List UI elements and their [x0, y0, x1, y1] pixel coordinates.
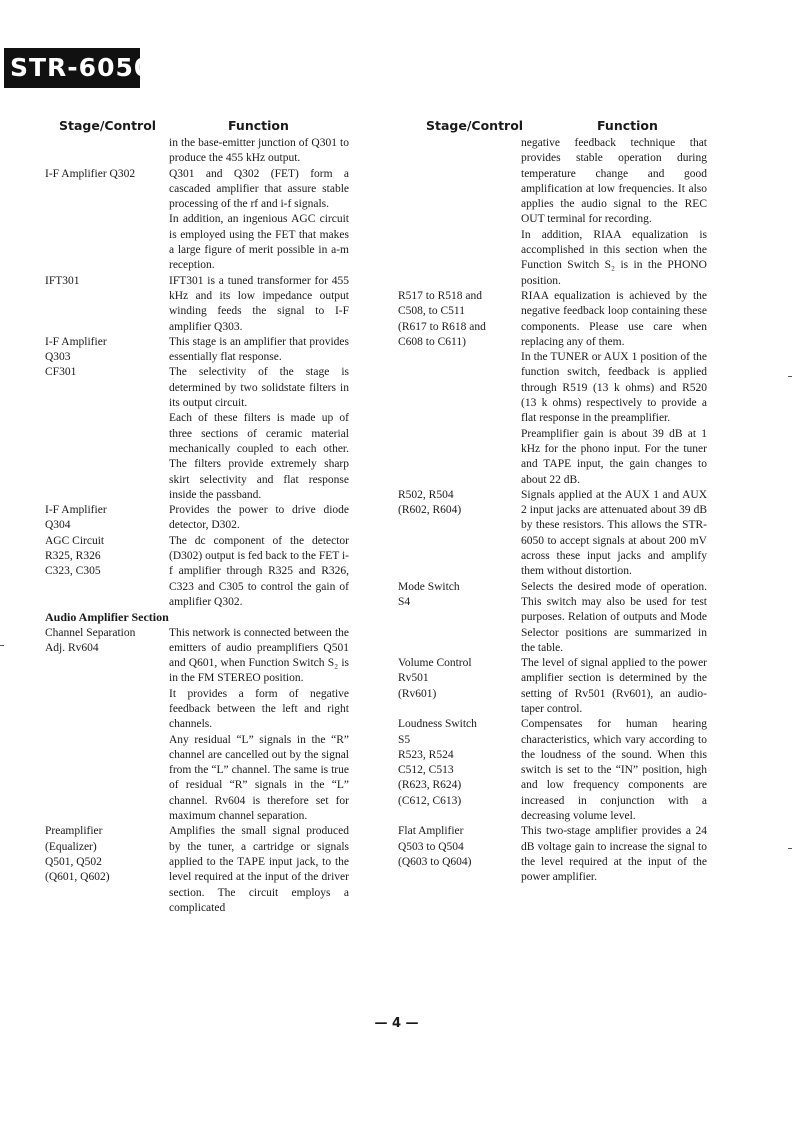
table-row [398, 717, 707, 824]
stage-control-cell [45, 534, 169, 610]
model-logo: STR-6050 [4, 48, 140, 88]
function-paragraph: This two-stage amplifier provides a 24 dB voltage gain to increase the signal to the level required at the input of the power amplifier. [521, 825, 707, 884]
right-stage-header: Stage/Control [426, 118, 524, 133]
table-row [45, 167, 349, 274]
function-cell [521, 488, 707, 580]
left-function-header: Function [228, 118, 289, 133]
stage-control-cell [45, 503, 169, 534]
stage-label: Q501, Q502 [45, 855, 102, 868]
stage-label: (R602, R604) [398, 504, 462, 517]
function-cell [521, 717, 707, 824]
function-paragraph: Amplifies the small signal produced by the tuner, a cartridge or signals applied to the TAPE input jack, to the level required at the input of the driver section. The circuit employs a complicated [169, 825, 349, 914]
stage-label: Adj. Rv604 [45, 641, 99, 654]
function-cell [169, 274, 349, 335]
stage-control-cell [398, 656, 521, 717]
stage-control-cell [398, 289, 521, 488]
right-function-header: Function [597, 118, 658, 133]
function-cell [169, 534, 349, 610]
stage-control-cell [398, 580, 521, 656]
margin-mark [788, 376, 792, 377]
stage-control-cell [398, 488, 521, 580]
stage-label: Q303 [45, 351, 71, 364]
stage-control-cell [398, 824, 521, 885]
stage-label: Loudness Switch [398, 718, 477, 731]
function-cell [169, 167, 349, 274]
stage-label: I-F Amplifier Q302 [45, 167, 136, 180]
stage-label: C508, to C511 [398, 305, 465, 318]
table-row [45, 626, 349, 825]
stage-label: I-F Amplifier [45, 335, 107, 348]
function-paragraph: Each of these filters is made up of three sections of ceramic material mechanically coupled to each other. The filters provide extremely sharp skirt selectivity and flat response inside the passband. [169, 412, 349, 501]
function-paragraph: The dc component of the detector (D302) output is fed back to the FET i-f amplifier through R325 and R326, C323 and C305 to control the gain of amplifier Q302. [169, 534, 349, 608]
function-paragraph: negative feedback technique that provides stable operation during temperature change and good amplification at low frequencies. It also applies the audio signal to the REC OUT terminal for recording. [521, 137, 707, 226]
stage-label: AGC Circuit [45, 534, 105, 547]
page-number: — 4 — [374, 1016, 419, 1031]
stage-label: (Q603 to Q604) [398, 855, 472, 868]
function-cell [169, 824, 349, 916]
function-cell [521, 289, 707, 488]
stage-label: CF301 [45, 366, 77, 379]
stage-label: (R617 to R618 and [398, 320, 486, 333]
stage-label: R523, R524 [398, 748, 454, 761]
function-cell [521, 580, 707, 656]
function-paragraph: in the base-emitter junction of Q301 to produce the 455 kHz output. [169, 137, 349, 165]
table-row [398, 656, 707, 717]
stage-control-cell [45, 136, 169, 167]
function-cell [521, 136, 707, 289]
stage-label: I-F Amplifier [45, 504, 107, 517]
function-paragraph: The level of signal applied to the power amplifier section is determined by the setting of Rv501 (Rv601), an audio-taper control. [521, 657, 707, 715]
function-cell [521, 824, 707, 885]
stage-label: Rv501 [398, 672, 429, 685]
section-heading: Audio Amplifier Section [45, 610, 169, 625]
table-row [398, 136, 707, 289]
function-paragraph: IFT301 is a tuned transformer for 455 kHz and its low impedance output winding feeds the signal to I-F amplifier Q303. [169, 274, 349, 333]
function-cell [169, 503, 349, 534]
stage-control-cell [45, 824, 169, 916]
stage-label: R517 to R518 and [398, 289, 483, 302]
stage-label: R502, R504 [398, 488, 454, 501]
stage-label: (Equalizer) [45, 840, 97, 853]
stage-control-cell [398, 717, 521, 824]
stage-label: (Q601, Q602) [45, 871, 110, 884]
function-paragraph: RIAA equalization is achieved by the negative feedback loop containing these components. Please use care when replacing any of them. [521, 289, 707, 348]
stage-label: C608 to C611) [398, 335, 466, 348]
stage-control-cell [45, 365, 169, 503]
stage-label: Channel Separation [45, 626, 136, 639]
function-paragraph: Preamplifier gain is about 39 dB at 1 kHz for the phono input. For the tuner and TAPE input, the gain changes to about 22 dB. [521, 427, 707, 486]
stage-label: C323, C305 [45, 565, 101, 578]
stage-control-cell [45, 274, 169, 335]
stage-control-cell [45, 335, 169, 366]
table-row [45, 136, 349, 167]
table-row [45, 274, 349, 335]
table-row [398, 488, 707, 580]
table-row [398, 824, 707, 885]
stage-label: Q304 [45, 519, 71, 532]
stage-label: IFT301 [45, 274, 80, 287]
function-paragraph: The selectivity of the stage is determined by two solidstate filters in its output circuit. [169, 366, 349, 410]
function-cell [169, 335, 349, 366]
stage-label: C512, C513 [398, 764, 454, 777]
stage-label: S5 [398, 733, 411, 746]
stage-label: (R623, R624) [398, 779, 462, 792]
function-cell [169, 136, 349, 167]
function-paragraph: In addition, RIAA equalization is accomplished in this section when the Function Switch S₂ is in the PHONO position. [521, 228, 707, 287]
table-row [45, 503, 349, 534]
stage-label: (Rv601) [398, 687, 437, 700]
stage-control-cell [45, 167, 169, 274]
table-row [45, 534, 349, 610]
function-paragraph: This stage is an amplifier that provides essentially flat response. [169, 335, 349, 364]
margin-mark [0, 645, 4, 646]
stage-label: Volume Control [398, 657, 472, 670]
stage-control-cell [45, 626, 169, 825]
stage-label: S4 [398, 595, 411, 608]
table-row [45, 335, 349, 366]
function-paragraph: Any residual “L” signals in the “R” channel are cancelled out by the signal from the “L” channel. The same is true of residual “R” signals in the “L” channel. Rv604 is therefore set for maximum channel separation. [169, 733, 349, 823]
function-paragraph: Compensates for human hearing characteristics, which vary according to the loudness of the sound. When this switch is set to the “IN” position, high and low frequency components are increased in conjunction with a decreasing volume level. [521, 718, 707, 823]
function-paragraph: Selects the desired mode of operation. This switch may also be used for test purposes. Relation of outputs and Mode Selector positions are summarized in the table. [521, 580, 707, 654]
function-paragraph: Signals applied at the AUX 1 and AUX 2 input jacks are attenuated about 39 dB by these resistors. This allows the STR-6050 to accept signals at about 200 mV across these input jacks and amplify them without distortion. [521, 488, 707, 578]
stage-label: Flat Amplifier [398, 825, 464, 838]
stage-control-cell [398, 136, 521, 289]
function-cell [521, 656, 707, 717]
stage-label: Mode Switch [398, 580, 460, 593]
function-cell [169, 365, 349, 503]
table-row [398, 580, 707, 656]
function-paragraph: Provides the power to drive diode detector, D302. [169, 504, 349, 532]
table-row [45, 365, 349, 503]
function-paragraph: In the TUNER or AUX 1 position of the function switch, feedback is applied through R519 (13 k ohms) and R520 (13 k ohms) respectively to provide a flat response in the preamplifier. [521, 351, 707, 425]
function-paragraph: It provides a form of negative feedback between the left and right channels. [169, 687, 349, 731]
function-paragraph: Q301 and Q302 (FET) form a cascaded amplifier that assure stable processing of the rf and i-f signals. [169, 167, 349, 211]
table-row [398, 289, 707, 488]
function-paragraph: In addition, an ingenious AGC circuit is employed using the FET that makes a large figure of merit possible in a-m reception. [169, 213, 349, 272]
stage-label: (C612, C613) [398, 794, 462, 807]
function-paragraph: This network is connected between the emitters of audio preamplifiers Q501 and Q601, when Function Switch S₂ is in the FM STEREO position. [169, 626, 349, 685]
left-stage-header: Stage/Control [59, 118, 157, 133]
margin-mark [788, 848, 792, 849]
left-column [45, 136, 349, 916]
stage-label: Preamplifier [45, 825, 103, 838]
right-column [398, 136, 707, 886]
function-cell [169, 626, 349, 825]
table-row [45, 824, 349, 916]
stage-label: Q503 to Q504 [398, 840, 464, 853]
stage-label: R325, R326 [45, 550, 101, 563]
